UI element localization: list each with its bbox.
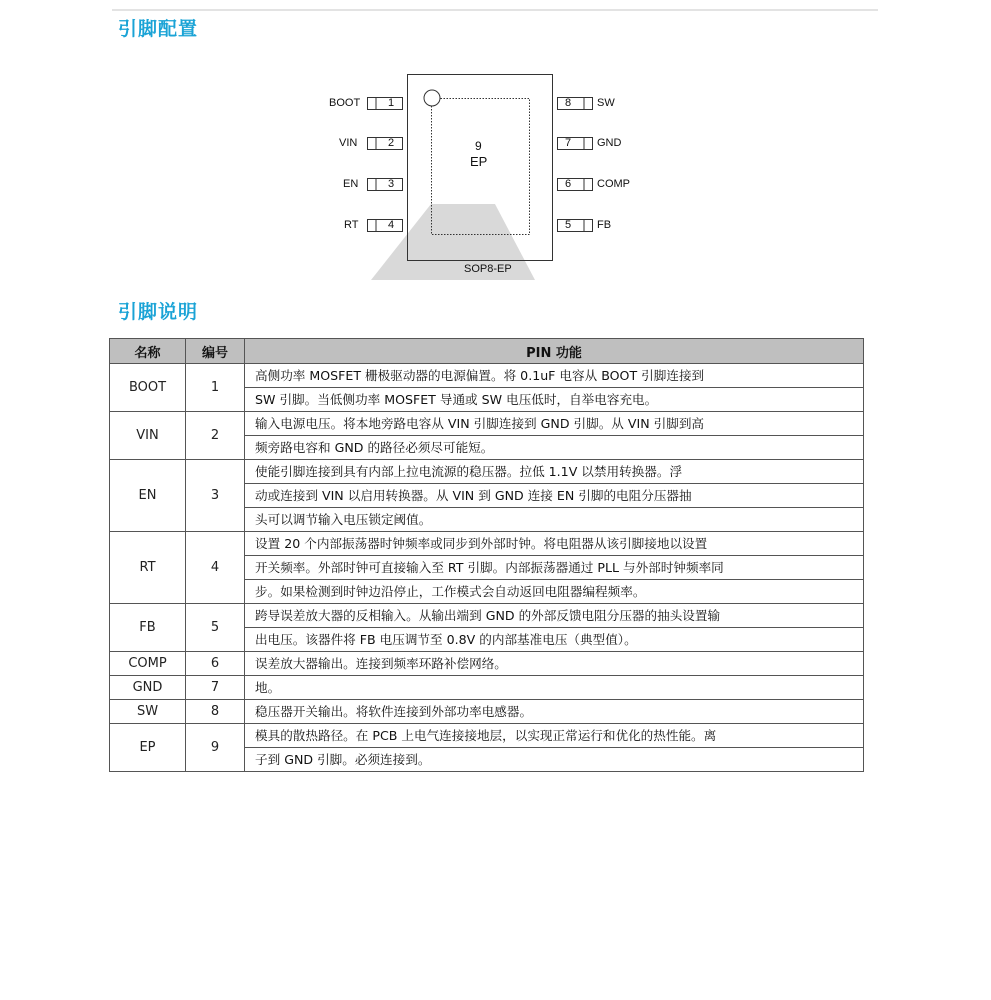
pin-function-cell: [245, 604, 864, 652]
pin-function-cell: [245, 532, 864, 604]
table-row: [110, 604, 864, 652]
pin-number-cell: 5: [186, 604, 245, 652]
pin-num-5: 5: [565, 219, 572, 231]
pin-name-cell: FB: [110, 604, 186, 652]
pin-function-cell: [245, 652, 864, 676]
pin-function-cell: [245, 364, 864, 412]
top-divider: [112, 9, 878, 11]
pin-num-1: 1: [388, 97, 395, 109]
function-line: 稳压器开关输出。将软件连接到外部功率电感器。: [255, 704, 533, 719]
pin-function-cell: [245, 460, 864, 532]
function-line: 高侧功率 MOSFET 栅极驱动器的电源偏置。将 0.1uF 电容从 BOOT 引脚连接到: [255, 368, 705, 383]
pin-number-cell: 6: [186, 652, 245, 676]
pin-function-cell: [245, 700, 864, 724]
function-line: 输入电源电压。将本地旁路电容从 VIN 引脚连接到 GND 引脚。从 VIN 引脚到高: [255, 416, 705, 431]
function-line: 地。: [255, 680, 281, 695]
header-function: PIN 功能: [245, 339, 864, 364]
pin-name-en: EN: [343, 178, 359, 190]
function-line: 模具的散热路径。在 PCB 上电气连接接地层，以实现正常运行和优化的热性能。离: [255, 728, 717, 743]
table-row: [110, 700, 864, 724]
table-row: [110, 724, 864, 772]
header-number: 编号: [186, 339, 245, 364]
function-line: 动或连接到 VIN 以启用转换器。从 VIN 到 GND 连接 EN 引脚的电阻分压器抽: [245, 483, 863, 507]
header-name: 名称: [110, 339, 186, 364]
pin-name-cell: SW: [110, 700, 186, 724]
pin-name-boot: BOOT: [329, 97, 361, 109]
pin-number-cell: 2: [186, 412, 245, 460]
pin-number-cell: 1: [186, 364, 245, 412]
function-line: 频旁路电容和 GND 的路径必须尽可能短。: [245, 435, 863, 459]
pin-function-cell: [245, 724, 864, 772]
pin-name-vin: VIN: [339, 137, 358, 149]
function-line: 开关频率。外部时钟可直接输入至 RT 引脚。内部振荡器通过 PLL 与外部时钟频率同: [245, 555, 863, 579]
function-line: 出电压。该器件将 FB 电压调节至 0.8V 的内部基准电压（典型值）。: [245, 627, 863, 651]
ep-number: 9: [475, 139, 482, 153]
pin-name-cell: EP: [110, 724, 186, 772]
pin-name-cell: COMP: [110, 652, 186, 676]
function-line: 跨导误差放大器的反相输入。从输出端到 GND 的外部反馈电阻分压器的抽头设置输: [255, 608, 721, 623]
table-row: [110, 364, 864, 412]
package-diagram: [325, 74, 645, 280]
function-line: 子到 GND 引脚。必须连接到。: [245, 747, 863, 771]
pin-name-rt: RT: [344, 219, 359, 231]
pin-name-cell: EN: [110, 460, 186, 532]
function-line: 头可以调节输入电压锁定阈值。: [245, 507, 863, 531]
table-row: [110, 652, 864, 676]
function-line: 步。如果检测到时钟边沿停止，工作模式会自动返回电阻器编程频率。: [245, 579, 863, 603]
pin-num-8: 8: [565, 97, 572, 109]
pin-name-gnd: GND: [597, 137, 622, 149]
ep-label: EP: [470, 154, 488, 169]
package-name: SOP8-EP: [464, 263, 512, 275]
function-line: 使能引脚连接到具有内部上拉电流源的稳压器。拉低 1.1V 以禁用转换器。浮: [255, 464, 683, 479]
pin-num-4: 4: [388, 219, 395, 231]
table-row: [110, 412, 864, 460]
pin-number-cell: 4: [186, 532, 245, 604]
pin1-marker: [424, 90, 440, 106]
pin-name-sw: SW: [597, 97, 615, 109]
pin-name-comp: COMP: [597, 178, 630, 190]
pin-number-cell: 7: [186, 676, 245, 700]
pin-name-cell: VIN: [110, 412, 186, 460]
pin-num-3: 3: [388, 178, 395, 190]
pin-num-7: 7: [565, 137, 572, 149]
pin-num-6: 6: [565, 178, 572, 190]
table-row: [110, 460, 864, 532]
pin-name-cell: GND: [110, 676, 186, 700]
pin-function-cell: [245, 676, 864, 700]
pin-desc-title: 引脚说明: [118, 301, 199, 323]
pin-description-table: [109, 338, 864, 772]
pin-config-title: 引脚配置: [118, 18, 199, 40]
table-row: [110, 532, 864, 604]
pin-name-cell: RT: [110, 532, 186, 604]
table-header-row: [110, 339, 864, 364]
pin-number-cell: 9: [186, 724, 245, 772]
pin-function-cell: [245, 412, 864, 460]
pin-number-cell: 8: [186, 700, 245, 724]
function-line: SW 引脚。当低侧功率 MOSFET 导通或 SW 电压低时，自举电容充电。: [245, 387, 863, 411]
pin-name-fb: FB: [597, 219, 612, 231]
function-line: 误差放大器输出。连接到频率环路补偿网络。: [255, 656, 507, 671]
table-row: [110, 676, 864, 700]
function-line: 设置 20 个内部振荡器时钟频率或同步到外部时钟。将电阻器从该引脚接地以设置: [255, 536, 708, 551]
pin-name-cell: BOOT: [110, 364, 186, 412]
pin-num-2: 2: [388, 137, 395, 149]
pin-number-cell: 3: [186, 460, 245, 532]
